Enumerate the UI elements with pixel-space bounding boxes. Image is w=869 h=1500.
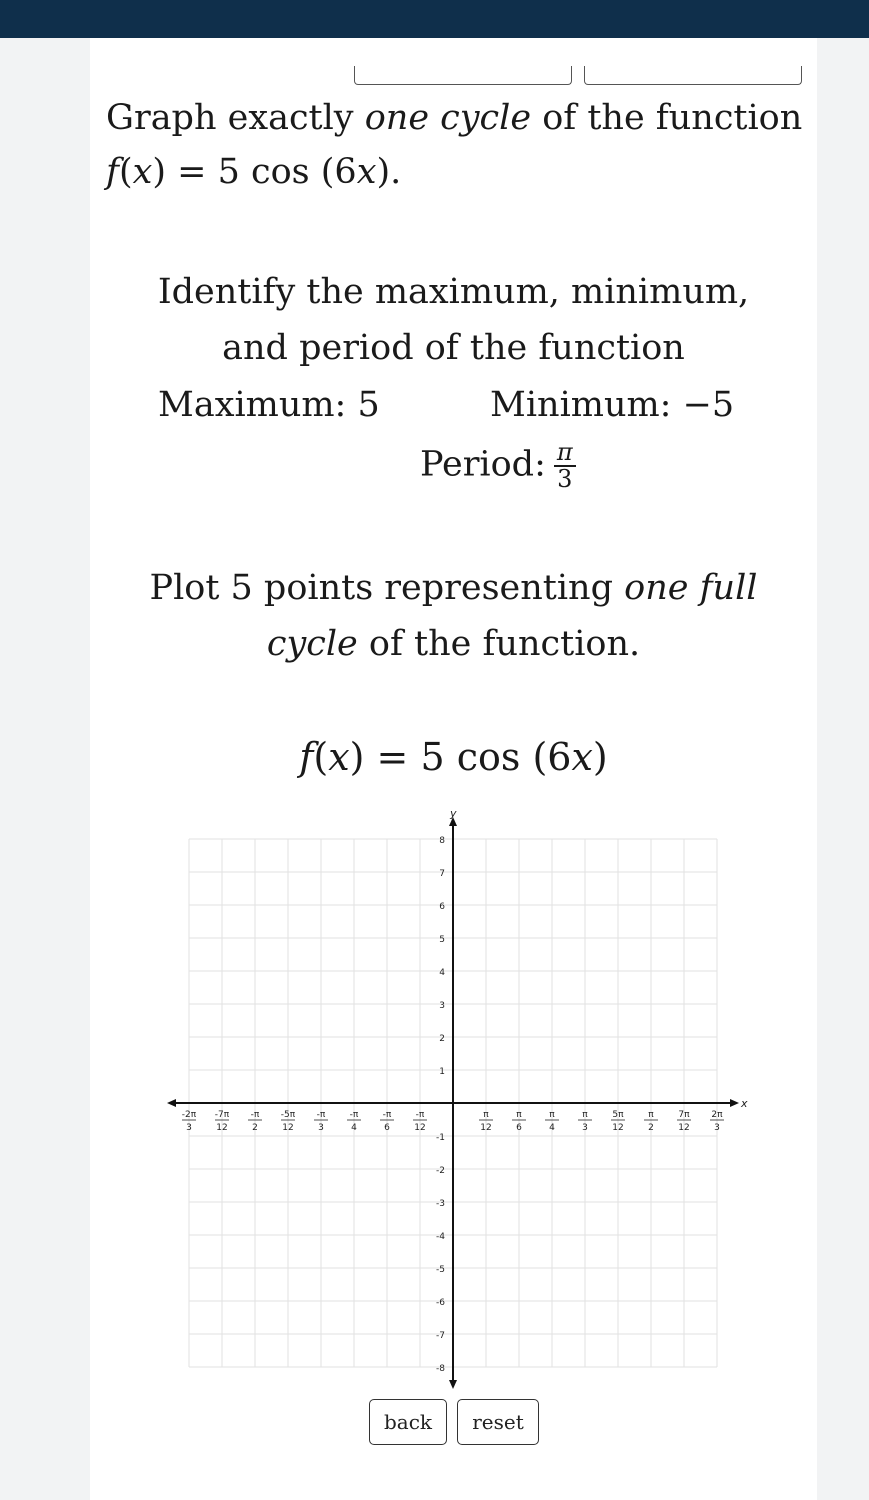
x-tick-label-numerator: 2π: [711, 1110, 723, 1120]
x-tick-label-denominator: 12: [282, 1123, 294, 1133]
x-tick-label-denominator: 12: [216, 1123, 228, 1133]
x-tick-label-numerator: π: [483, 1110, 489, 1120]
y-axis-arrow-down: [449, 1380, 457, 1389]
x-tick-label-numerator: -2π: [181, 1110, 197, 1120]
x-axis-arrow-right: [730, 1099, 739, 1107]
y-tick-label: 4: [439, 968, 445, 978]
x-tick-label-numerator: 5π: [612, 1110, 624, 1120]
y-tick-label: 1: [439, 1067, 445, 1077]
x-tick-label-numerator: -π: [316, 1110, 326, 1120]
maximum-answer: Maximum: 5: [158, 385, 380, 425]
y-tick-label: 6: [439, 902, 445, 912]
y-tick-label: -4: [436, 1232, 445, 1242]
x-tick-label-numerator: π: [648, 1110, 654, 1120]
question-function: f(x) = 5 cos (6x).: [106, 152, 402, 192]
y-tick-label: -8: [436, 1364, 445, 1374]
x-tick-label-denominator: 12: [480, 1123, 492, 1133]
y-tick-label: -1: [436, 1133, 445, 1143]
previous-answer-field-2[interactable]: [584, 66, 802, 85]
x-tick-label-denominator: 12: [678, 1123, 690, 1133]
x-tick-label-denominator: 2: [648, 1123, 654, 1133]
x-tick-label-numerator: π: [516, 1110, 522, 1120]
top-bar: [0, 0, 869, 38]
identify-line-2: and period of the function: [222, 328, 685, 368]
minimum-answer: Minimum: −5: [490, 385, 735, 425]
plot-instruction-line-1: Plot 5 points representing one full: [149, 568, 758, 608]
x-tick-label-denominator: 4: [351, 1123, 357, 1133]
x-tick-label-numerator: π: [549, 1110, 555, 1120]
y-tick-label: -5: [436, 1265, 445, 1275]
previous-answer-field-1[interactable]: [354, 66, 572, 85]
x-tick-label-denominator: 6: [516, 1123, 522, 1133]
y-tick-label: 2: [439, 1034, 445, 1044]
y-tick-label: -7: [436, 1331, 445, 1341]
x-axis-label: x: [741, 1097, 748, 1110]
x-tick-label-denominator: 4: [549, 1123, 555, 1133]
x-tick-label-denominator: 12: [414, 1123, 426, 1133]
back-button[interactable]: back: [369, 1399, 447, 1445]
x-axis-arrow-left: [167, 1099, 176, 1107]
x-tick-label-numerator: -π: [250, 1110, 260, 1120]
y-tick-label: 8: [439, 836, 445, 846]
identify-line-1: Identify the maximum, minimum,: [157, 272, 750, 312]
reset-button[interactable]: reset: [457, 1399, 539, 1445]
x-tick-label-numerator: 7π: [678, 1110, 690, 1120]
x-tick-label-numerator: -π: [415, 1110, 425, 1120]
x-tick-label-denominator: 3: [582, 1123, 588, 1133]
graph-title: f(x) = 5 cos (6x): [299, 735, 608, 779]
x-tick-label-denominator: 12: [612, 1123, 624, 1133]
period-fraction: $\frac{\pi}{3}$: [554, 440, 576, 492]
plot-instruction-line-2: cycle of the function.: [266, 624, 641, 664]
y-tick-label: 3: [439, 1001, 445, 1011]
y-tick-label: 7: [439, 869, 445, 879]
x-tick-label-numerator: π: [582, 1110, 588, 1120]
y-tick-label: 5: [439, 935, 445, 945]
y-tick-label: -2: [436, 1166, 445, 1176]
x-tick-label-numerator: -5π: [280, 1110, 296, 1120]
y-tick-label: -6: [436, 1298, 445, 1308]
x-tick-label-denominator: 3: [714, 1123, 720, 1133]
y-axis-label: y: [450, 807, 457, 820]
x-tick-label-numerator: -π: [349, 1110, 359, 1120]
x-tick-label-numerator: -π: [382, 1110, 392, 1120]
x-tick-label-numerator: -7π: [214, 1110, 230, 1120]
y-tick-label: -3: [436, 1199, 445, 1209]
x-tick-label-denominator: 2: [252, 1123, 258, 1133]
x-tick-label-denominator: 3: [186, 1123, 192, 1133]
graph-area[interactable]: [160, 805, 750, 1395]
x-tick-label-denominator: 6: [384, 1123, 390, 1133]
x-tick-label-denominator: 3: [318, 1123, 324, 1133]
coordinate-plane[interactable]: [160, 805, 750, 1395]
period-answer: Period: $\frac{\pi}{3}$: [420, 440, 576, 492]
question-line-1: Graph exactly one cycle of the function: [106, 98, 803, 138]
